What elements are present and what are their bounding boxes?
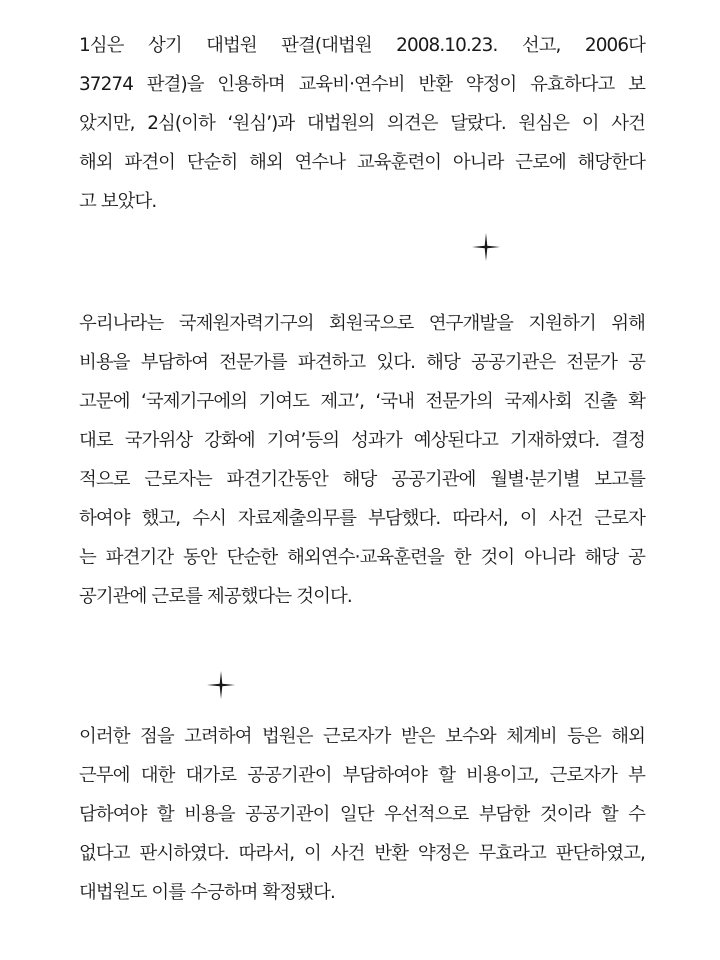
text-line: 대법원도 이를 수긍하며 확정됐다. <box>79 882 335 903</box>
text-line: 적으로 근로자는 파견기간동안 해당 공공기관에 월별·분기별 보고를 <box>79 469 645 490</box>
text-line: 1심은 상기 대법원 판결(대법원 2008.10.23. 선고, 2006다 <box>79 35 645 56</box>
text-line: 우리나라는 국제원자력기구의 회원국으로 연구개발을 지원하기 위해 <box>79 313 645 334</box>
text-line: 해외 파견이 단순히 해외 연수나 교육훈련이 아니라 근로에 해당한다 <box>79 152 645 173</box>
text-line: 하여야 했고, 수시 자료제출의무를 부담했다. 따라서, 이 사건 근로자 <box>79 508 645 529</box>
text-line: 37274 판결)을 인용하며 교육비·연수비 반환 약정이 유효하다고 보 <box>79 74 645 95</box>
text-line: 근무에 대한 대가로 공공기관이 부담하여야 할 비용이고, 근로자가 부 <box>79 765 645 786</box>
text-line: 대로 국가위상 강화에 기여’등의 성과가 예상된다고 기재하였다. 결정 <box>79 430 645 451</box>
paragraph-1 <box>79 26 645 221</box>
text-line: 없다고 판시하였다. 따라서, 이 사건 반환 약정은 무효라고 판단하였고, <box>79 843 645 864</box>
four-point-star-icon <box>206 670 236 700</box>
text-line: 고 보았다. <box>79 191 157 212</box>
text-line: 담하여야 할 비용을 공공기관이 일단 우선적으로 부담한 것이라 할 수 <box>79 804 645 825</box>
text-line: 고문에 ‘국제기구에의 기여도 제고’, ‘국내 전문가의 국제사회 진출 확 <box>79 391 645 412</box>
text-line: 이러한 점을 고려하여 법원은 근로자가 받은 보수와 체계비 등은 해외 <box>79 726 645 747</box>
text-line: 비용을 부담하여 전문가를 파견하고 있다. 해당 공공기관은 전문가 공 <box>79 352 645 373</box>
text-line: 았지만, 2심(이하 ‘원심’)과 대법원의 의견은 달랐다. 원심은 이 사건 <box>79 113 645 134</box>
four-point-star-icon <box>471 232 501 262</box>
paragraph-2 <box>79 304 645 616</box>
text-line: 는 파견기간 동안 단순한 해외연수·교육훈련을 한 것이 아니라 해당 공 <box>79 547 645 568</box>
text-line: 공기관에 근로를 제공했다는 것이다. <box>79 586 352 607</box>
paragraph-3 <box>79 717 645 912</box>
